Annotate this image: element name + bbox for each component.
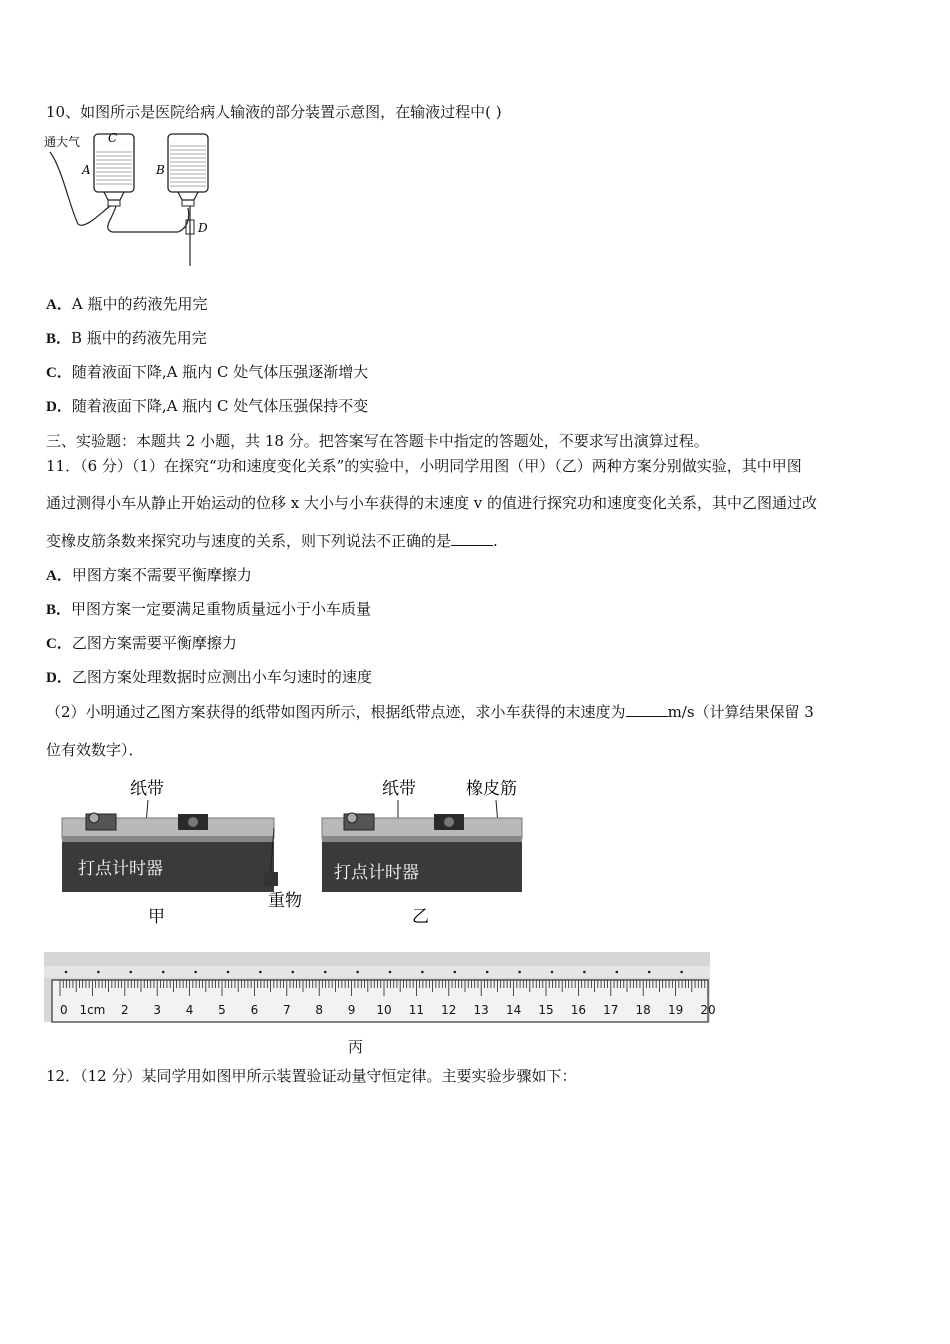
label-a: A [82,163,91,177]
yi-tape-label: 纸带 [382,779,416,799]
figure-yi [318,774,538,930]
q11-line1: 11．（6 分）（1）在探究“功和速度变化关系”的实验中，小明同学用图（甲）（乙）两种方案分别做实验，其中甲图 [46,457,802,475]
yi-caption: 乙 [412,907,429,927]
yi-timer-label: 打点计时器 [334,863,419,883]
ruler-numbers [60,1003,716,1017]
ruler-number: 4 [185,1003,194,1017]
ruler-number: 7 [282,1003,291,1017]
paper-tape [44,966,710,978]
ruler-number: 17 [603,1003,619,1017]
ruler-number: 8 [315,1003,324,1017]
ruler-number: 20 [700,1003,716,1017]
ruler-number: 0 [60,1003,68,1017]
tape-dot [194,971,197,974]
ruler-number: 1cm [79,1003,106,1017]
jia-caption: 甲 [148,907,165,927]
tape-dot [616,971,619,974]
tape-dot [259,971,262,974]
jia-weight-label: 重物 [268,891,302,911]
q11-option-b: B．甲图方案一定要满足重物质量远小于小车质量 [46,600,372,618]
bottle-b [168,134,208,192]
q10-stem: 10、如图所示是医院给病人输液的部分装置示意图，在输液过程中( ) [46,103,502,121]
figure-jia [58,774,318,930]
ruler-number: 9 [347,1003,356,1017]
ruler-number: 5 [218,1003,226,1017]
label-c: C [108,131,118,145]
jia-timer-label: 打点计时器 [78,859,163,879]
ruler-number: 18 [635,1003,651,1017]
iv-drip-figure [42,128,222,268]
bottle-b-liquid [170,146,206,186]
tape-dot [324,971,327,974]
label-b: B [156,163,165,177]
q11-option-d: D．乙图方案处理数据时应测出小车匀速时的速度 [46,668,372,686]
tape-dot [130,971,133,974]
q10-option-a: A．A 瓶中的药液先用完 [46,295,208,313]
ruler-number: 15 [538,1003,554,1017]
tape-dot [97,971,100,974]
tape-dot [583,971,586,974]
label-air: 通大气 [44,135,81,149]
ruler-number: 16 [570,1003,587,1017]
tape-dot [227,971,230,974]
yi-rubber-label: 橡皮筋 [466,779,517,799]
tape-dot [648,971,651,974]
q10-option-c: C．随着液面下降,A 瓶内 C 处气体压强逐渐增大 [46,363,369,381]
answer-blank-2 [626,702,668,717]
ruler-number: 2 [120,1003,129,1017]
tape-dot [421,971,424,974]
tape-dot [680,971,683,974]
tape-dot [454,971,457,974]
tape-dot [518,971,521,974]
ruler-number: 19 [667,1003,684,1017]
ruler-number: 11 [408,1003,425,1017]
ruler-number: 14 [505,1003,522,1017]
jia-tape-label: 纸带 [130,779,164,799]
ruler-number: 12 [441,1003,457,1017]
tape-dot [389,971,392,974]
tape-dot [551,971,554,974]
q11-option-a: A．甲图方案不需要平衡摩擦力 [46,566,252,584]
answer-blank-1 [451,531,493,546]
ruler-caption: 丙 [348,1038,364,1056]
q11-line2: 通过测得小车从静止开始运动的位移 x 大小与小车获得的末速度 v 的值进行探究功和速度变化关系，其中乙图通过改 [46,494,818,512]
q10-option-b: B．B 瓶中的药液先用完 [46,329,207,347]
q11-part2: （2）小明通过乙图方案获得的纸带如图丙所示，根据纸带点迹，求小车获得的末速度为 m/s（计算结果保留 3 [46,703,814,721]
tape-dot [486,971,489,974]
ruler-ticks [60,980,708,996]
tape-dot [65,971,68,974]
ruler-number: 6 [250,1003,259,1017]
q12-stem: 12．（12 分）某同学用如图甲所示装置验证动量守恒定律。主要实验步骤如下： [46,1067,577,1085]
ruler-number: 10 [376,1003,392,1017]
ruler-number: 3 [153,1003,162,1017]
section3-heading: 三、实验题：本题共 2 小题，共 18 分。把答案写在答题卡中指定的答题处，不要求写出演算过程。 [46,432,709,450]
q11-option-c: C．乙图方案需要平衡摩擦力 [46,634,237,652]
q11-part2-line2: 位有效数字）． [46,741,144,759]
ruler-number: 13 [473,1003,489,1017]
bottle-a-liquid [96,152,132,184]
ruler-figure [44,952,716,1024]
tape-dot [162,971,165,974]
label-d: D [198,221,208,235]
q10-option-d: D．随着液面下降,A 瓶内 C 处气体压强保持不变 [46,397,369,415]
tape-dot [356,971,359,974]
tape-dot [292,971,295,974]
jia-weight [264,872,278,886]
q11-line3: 变橡皮筋条数来探究功与速度的关系，则下列说法不正确的是 . [46,532,498,550]
